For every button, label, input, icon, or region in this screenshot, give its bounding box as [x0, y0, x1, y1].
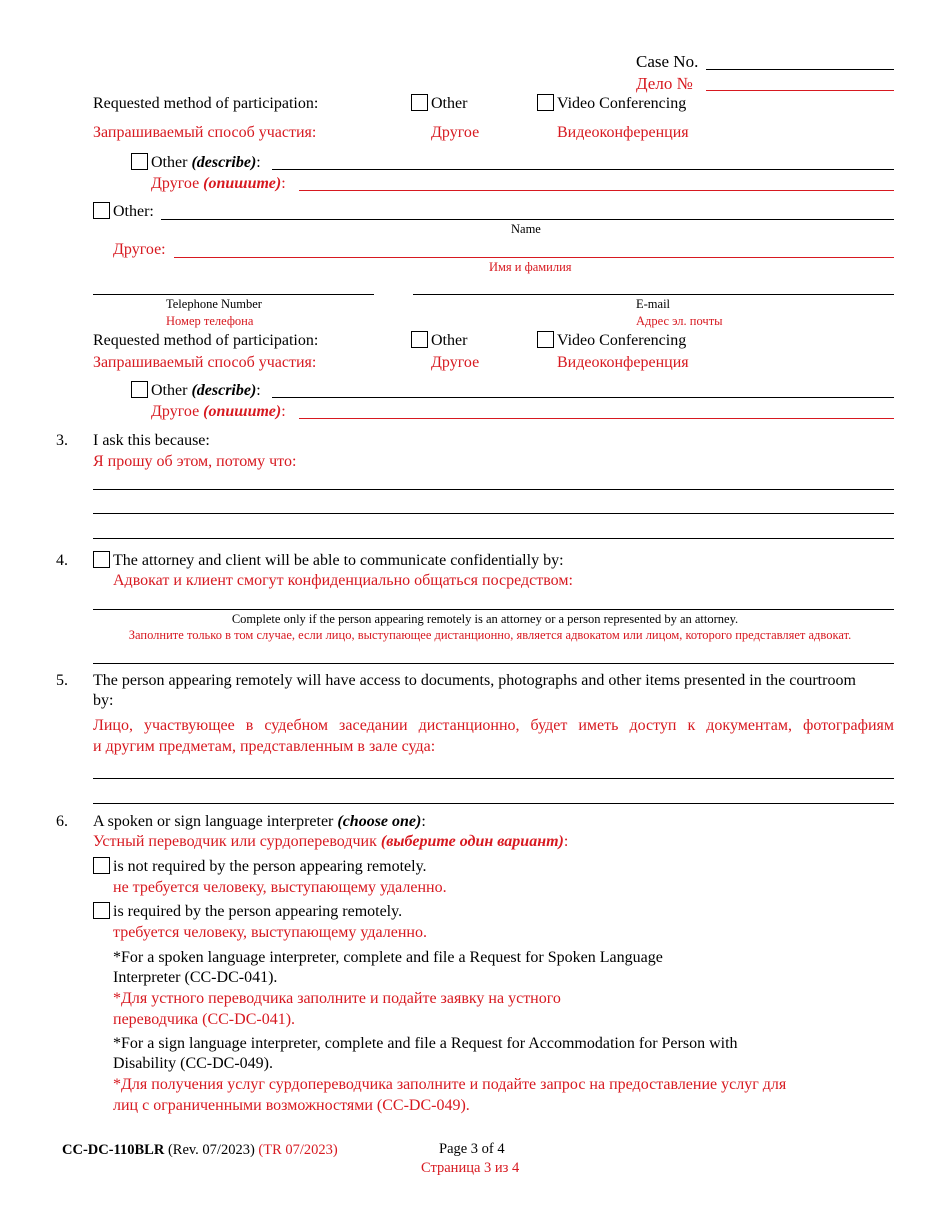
other-describe-checkbox[interactable]: [131, 153, 148, 170]
method-other-checkbox-2[interactable]: [411, 331, 428, 348]
other-describe-checkbox-2[interactable]: [131, 381, 148, 398]
other-describe-field-2[interactable]: [272, 397, 894, 398]
method-other-label-ru: Другое: [431, 124, 480, 141]
access-line-1[interactable]: [93, 778, 894, 779]
other-person-label: Other:: [113, 203, 154, 220]
item5-text-ru-line1: Лицо, участвующее в судебном заседании дистанционно, будет иметь доступ к документам, фотографиям: [93, 717, 894, 734]
other-describe-label-ru-2: Другое (опишите):: [151, 403, 286, 420]
method-other-label-2: Other: [431, 332, 468, 349]
other-describe-label-ru: Другое (опишите):: [151, 175, 286, 192]
item4-number: 4.: [56, 552, 68, 569]
email-field[interactable]: [413, 294, 894, 295]
phone-caption: Telephone Number: [166, 297, 262, 311]
method-video-label-ru-2: Видеоконференция: [557, 354, 689, 371]
method-label-ru-2: Запрашиваемый способ участия:: [93, 354, 317, 371]
method-video-label-2: Video Conferencing: [557, 332, 687, 349]
interpreter-required-label: is required by the person appearing remotely.: [113, 903, 403, 920]
sign-note-line2: Disability (CC-DC-049).: [113, 1055, 273, 1072]
other-person-checkbox[interactable]: [93, 202, 110, 219]
sign-note-ru-line2: лиц с ограниченными возможностями (CC-DC-049).: [113, 1097, 470, 1114]
confidential-checkbox[interactable]: [93, 551, 110, 568]
sign-note-ru-line1: *Для получения услуг сурдопереводчика заполните и подайте запрос на предоставление услуг для: [113, 1076, 787, 1093]
item5-text-line1: The person appearing remotely will have access to documents, photographs and other items presented in the courtroom: [93, 672, 856, 689]
other-describe-field-ru[interactable]: [299, 190, 894, 191]
spoken-note-line2: Interpreter (CC-DC-041).: [113, 969, 278, 986]
name-field[interactable]: [161, 219, 894, 220]
method-video-label: Video Conferencing: [557, 95, 687, 112]
interpreter-not-required-label: is not required by the person appearing remotely.: [113, 858, 427, 875]
spoken-note-line1: *For a spoken language interpreter, complete and file a Request for Spoken Language: [113, 949, 663, 966]
case-no-field[interactable]: [706, 69, 894, 70]
other-describe-field-ru-2[interactable]: [299, 418, 894, 419]
case-no-label: Case No.: [636, 52, 699, 71]
item5-text-line2: by:: [93, 692, 114, 709]
interpreter-not-required-checkbox[interactable]: [93, 857, 110, 874]
method-label: Requested method of participation:: [93, 95, 319, 112]
item3-text-ru: Я прошу об этом, потому что:: [93, 453, 297, 470]
item5-number: 5.: [56, 672, 68, 689]
method-video-label-ru: Видеоконференция: [557, 124, 689, 141]
form-id: CC-DC-110BLR (Rev. 07/2023) (TR 07/2023): [62, 1142, 338, 1158]
other-describe-label-2: Other (describe):: [151, 382, 261, 399]
email-caption: E-mail: [636, 297, 671, 311]
method-other-label-ru-2: Другое: [431, 354, 480, 371]
method-video-checkbox[interactable]: [537, 94, 554, 111]
method-other-label: Other: [431, 95, 468, 112]
item4-note-ru: Заполните только в том случае, если лицо, выступающее дистанционно, является адвокатом или лицом, которого представляет адвокат.: [128, 628, 852, 642]
other-person-label-ru: Другое:: [113, 241, 166, 258]
interpreter-required-label-ru: требуется человеку, выступающему удаленно.: [113, 924, 427, 941]
method-label-ru: Запрашиваемый способ участия:: [93, 124, 317, 141]
case-no-label-ru: Дело №: [636, 74, 693, 93]
email-caption-ru: Адрес эл. почты: [636, 314, 723, 328]
item3-number: 3.: [56, 432, 68, 449]
reason-line-2[interactable]: [93, 513, 894, 514]
name-caption: Name: [511, 222, 541, 236]
access-line-2[interactable]: [93, 803, 894, 804]
phone-caption-ru: Номер телефона: [166, 314, 254, 328]
item4-note: Complete only if the person appearing remotely is an attorney or a person represented by an attorney.: [231, 612, 739, 626]
item3-text: I ask this because:: [93, 432, 210, 449]
interpreter-required-checkbox[interactable]: [93, 902, 110, 919]
item6-text-ru: Устный переводчик или сурдопереводчик (выберите один вариант):: [93, 833, 569, 850]
case-no-field-ru[interactable]: [706, 90, 894, 91]
item5-text-ru-line2: и другим предметам, представленным в зале суда:: [93, 738, 436, 755]
method-other-checkbox[interactable]: [411, 94, 428, 111]
reason-line-3[interactable]: [93, 538, 894, 539]
interpreter-not-required-label-ru: не требуется человеку, выступающему удаленно.: [113, 879, 447, 896]
name-field-ru[interactable]: [174, 257, 894, 258]
spoken-note-ru-line2: переводчика (CC-DC-041).: [113, 1011, 296, 1028]
item4-text-ru: Адвокат и клиент смогут конфиденциально общаться посредством:: [113, 572, 573, 589]
page-number-ru: Страница 3 из 4: [421, 1160, 520, 1176]
item4-text: The attorney and client will be able to communicate confidentially by:: [113, 552, 564, 569]
item6-text: A spoken or sign language interpreter (choose one):: [93, 813, 426, 830]
confidential-line-2[interactable]: [93, 663, 894, 664]
page-number: Page 3 of 4: [439, 1141, 505, 1157]
method-video-checkbox-2[interactable]: [537, 331, 554, 348]
reason-line-1[interactable]: [93, 489, 894, 490]
other-describe-label: Other (describe):: [151, 154, 261, 171]
method-label-2: Requested method of participation:: [93, 332, 319, 349]
confidential-field[interactable]: [93, 609, 894, 610]
other-describe-field[interactable]: [272, 169, 894, 170]
spoken-note-ru-line1: *Для устного переводчика заполните и подайте заявку на устного: [113, 990, 561, 1007]
phone-field[interactable]: [93, 294, 374, 295]
item6-number: 6.: [56, 813, 68, 830]
name-caption-ru: Имя и фамилия: [489, 260, 572, 274]
sign-note-line1: *For a sign language interpreter, complete and file a Request for Accommodation for Person with: [113, 1035, 738, 1052]
